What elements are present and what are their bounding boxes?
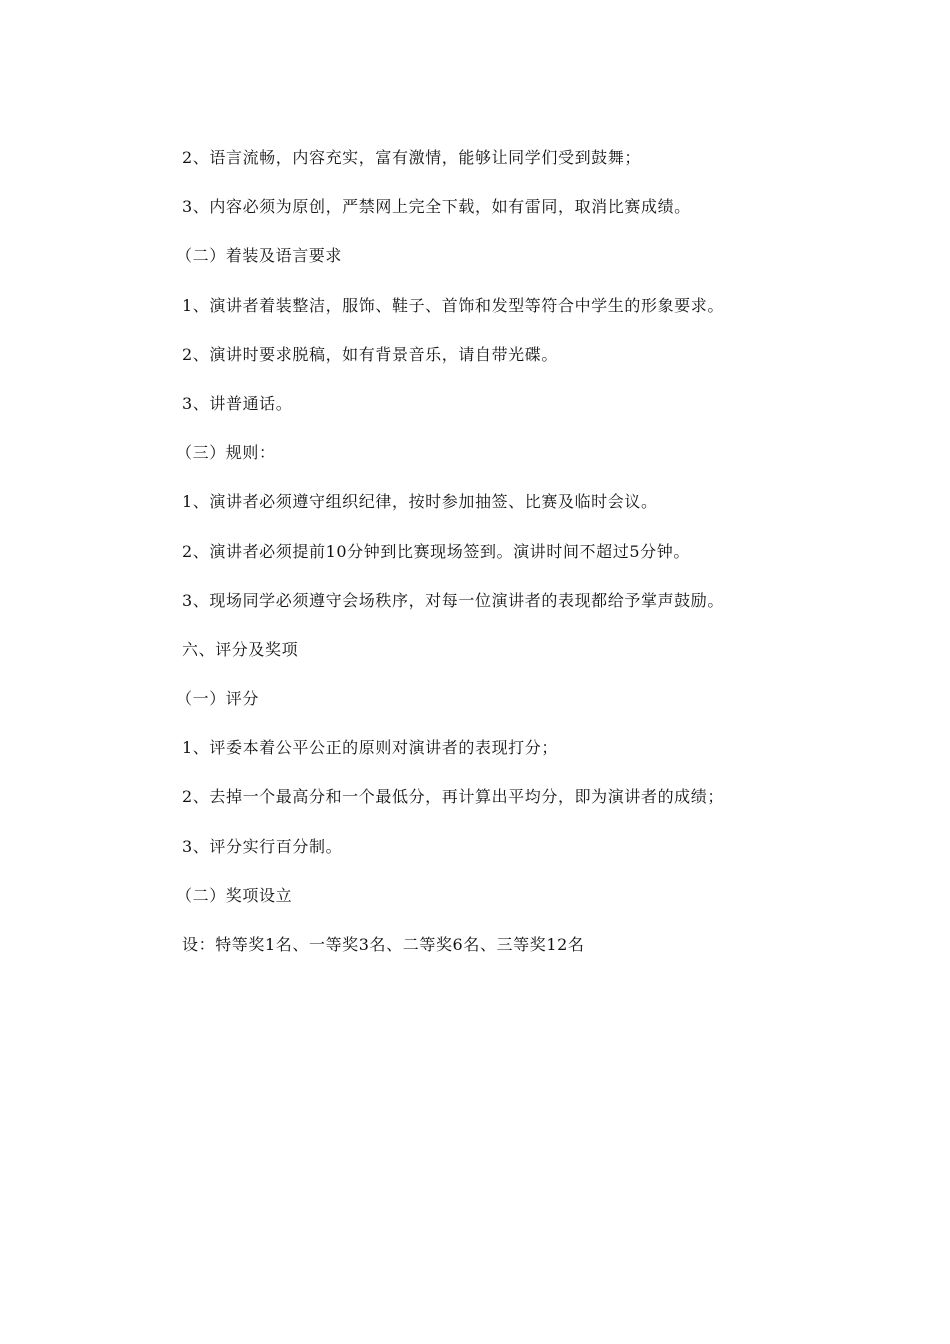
subheading-awards: （二）奖项设立 (176, 885, 293, 905)
item-discipline: 1、演讲者必须遵守组织纪律，按时参加抽签、比赛及临时会议。 (182, 492, 658, 512)
item-original-content: 3、内容必须为原创，严禁网上完全下载，如有雷同，取消比赛成绩。 (182, 197, 691, 217)
subheading-dress-language: （二）着装及语言要求 (176, 246, 343, 266)
item-award-counts: 设：特等奖1名、一等奖3名、二等奖6名、三等奖12名 (182, 935, 585, 954)
subheading-scoring: （一）评分 (176, 689, 260, 709)
item-language-fluent: 2、语言流畅，内容充实，富有激情，能够让同学们受到鼓舞； (182, 148, 641, 167)
item-average-score: 2、去掉一个最高分和一个最低分，再计算出平均分，即为演讲者的成绩； (182, 787, 724, 807)
item-no-script: 2、演讲时要求脱稿，如有背景音乐，请自带光碟。 (182, 344, 558, 364)
item-mandarin: 3、讲普通话。 (182, 393, 293, 413)
item-audience-order: 3、现场同学必须遵守会场秩序，对每一位演讲者的表现都给予掌声鼓励。 (182, 590, 724, 610)
item-check-in: 2、演讲者必须提前10分钟到比赛现场签到。演讲时间不超过5分钟。 (182, 541, 690, 561)
document-body (176, 146, 882, 982)
item-fair-scoring: 1、评委本着公平公正的原则对演讲者的表现打分； (182, 738, 558, 758)
subheading-rules: （三）规则： (176, 443, 276, 463)
item-percentage-system: 3、评分实行百分制。 (182, 836, 343, 856)
item-dress-neat: 1、演讲者着装整洁，服饰、鞋子、首饰和发型等符合中学生的形象要求。 (182, 295, 724, 315)
heading-scoring-awards: 六、评分及奖项 (182, 639, 299, 659)
